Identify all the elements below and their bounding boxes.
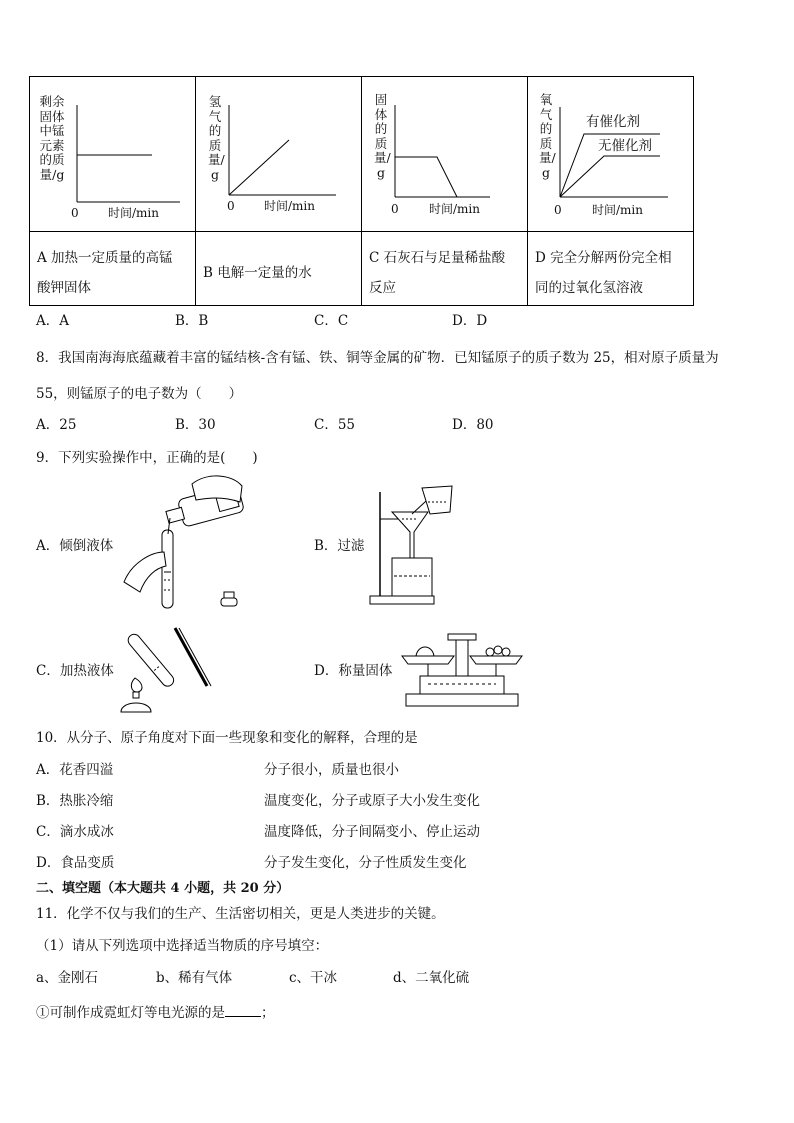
graph-c-xlabel: 时间/min <box>429 202 480 216</box>
q9-option-b[interactable]: B．过滤 <box>314 538 365 554</box>
desc-c-line2: 反应 <box>369 280 396 296</box>
q10-explanation-c: 温度降低，分子间隔变小、停止运动 <box>264 824 480 840</box>
graph-b-xlabel: 时间/min <box>264 199 315 213</box>
q10-option-c[interactable]: C．滴水成冰 <box>36 824 114 840</box>
graph-a-zero: 0 <box>71 206 79 220</box>
desc-d-line2: 同的过氧化氢溶液 <box>535 280 643 296</box>
pouring-liquid-illustration <box>122 472 252 617</box>
q9-option-d[interactable]: D．称量固体 <box>314 663 393 679</box>
q11-choice-d: d、二氧化硫 <box>393 970 470 986</box>
q9-option-c[interactable]: C．加热液体 <box>36 663 114 679</box>
graph-d-xlabel: 时间/min <box>592 203 643 217</box>
graph-b <box>196 77 362 232</box>
q7-option-d[interactable]: D．D <box>452 313 488 329</box>
desc-c <box>362 232 528 306</box>
curve-with-catalyst: 有催化剂 <box>586 114 640 130</box>
curve-without-catalyst: 无催化剂 <box>598 138 652 154</box>
heating-liquid-illustration <box>115 622 215 722</box>
q11-stem: 11．化学不仅与我们的生产、生活密切相关，更是人类进步的关键。 <box>36 906 445 922</box>
q10-explanation-b: 温度变化，分子或原子大小发生变化 <box>264 793 480 809</box>
q8-stem-line1: 8．我国南海海底蕴藏着丰富的锰结核-含有锰、铁、铜等金属的矿物．已知锰原子的质子数为 25，相对原子质量为 <box>36 350 719 366</box>
q10-option-b[interactable]: B．热胀冷缩 <box>36 793 114 809</box>
q7-option-c[interactable]: C．C <box>314 313 349 329</box>
q10-explanation-a: 分子很小，质量也很小 <box>264 762 399 778</box>
desc-a-line1: A 加热一定质量的高锰 <box>37 250 173 266</box>
q11-choice-c: c、干冰 <box>289 970 338 986</box>
graph-b-ylabel: 氢气的质量/g <box>208 94 225 182</box>
graph-a <box>30 77 196 232</box>
balance-illustration <box>398 632 526 710</box>
graph-a-ylabel: 剩余固体中锰元素的质量/g <box>39 94 65 182</box>
q8-option-d[interactable]: D．80 <box>452 417 494 433</box>
filtration-illustration <box>368 484 468 609</box>
desc-b-line1: B 电解一定量的水 <box>203 265 312 281</box>
q7-option-a[interactable]: A．A <box>36 313 69 329</box>
q10-option-d[interactable]: D．食品变质 <box>36 855 115 871</box>
q9-option-a[interactable]: A．倾倒液体 <box>36 538 114 554</box>
section-title: 二、填空题（本大题共 4 小题，共 20 分） <box>36 881 290 896</box>
q11-question-1-end: ； <box>261 1005 275 1021</box>
graph-c-zero: 0 <box>391 202 399 216</box>
desc-a-line2: 酸钾固体 <box>37 280 91 296</box>
graph-d <box>528 77 694 232</box>
desc-c-line1: C 石灰石与足量稀盐酸 <box>369 250 506 266</box>
desc-b <box>196 232 362 306</box>
q8-option-a[interactable]: A．25 <box>36 417 77 433</box>
graph-c-ylabel: 固体的质量/g <box>374 92 391 180</box>
q7-option-b[interactable]: B．B <box>175 313 209 329</box>
q11-choice-a: a、金刚石 <box>36 970 99 986</box>
q11-sub1: （1）请从下列选项中选择适当物质的序号填空： <box>36 938 329 954</box>
graph-d-zero: 0 <box>554 203 562 217</box>
q7-graph-table <box>29 76 694 306</box>
q10-stem: 10．从分子、原子角度对下面一些现象和变化的解释，合理的是 <box>36 730 418 746</box>
q8-option-b[interactable]: B．30 <box>175 417 216 433</box>
q11-question-1-text: ①可制作成霓虹灯等电光源的是 <box>36 1005 225 1021</box>
q11-question-1 <box>36 1004 275 1021</box>
graph-b-zero: 0 <box>227 199 235 213</box>
graph-c <box>362 77 528 232</box>
q10-explanation-d: 分子发生变化，分子性质发生变化 <box>264 855 467 871</box>
answer-blank[interactable] <box>225 1004 261 1017</box>
q10-option-a[interactable]: A．花香四溢 <box>36 762 114 778</box>
q9-stem: 9．下列实验操作中，正确的是( ) <box>36 450 258 466</box>
q11-choice-b: b、稀有气体 <box>156 970 233 986</box>
graph-a-xlabel: 时间/min <box>108 206 159 220</box>
desc-d-line1: D 完全分解两份完全相 <box>535 250 672 266</box>
q8-stem-line2: 55，则锰原子的电子数为（ ） <box>36 386 243 402</box>
desc-d <box>528 232 694 306</box>
graph-d-ylabel: 氧气的质量/g <box>539 92 556 180</box>
desc-a <box>30 232 196 306</box>
q8-option-c[interactable]: C．55 <box>314 417 356 433</box>
